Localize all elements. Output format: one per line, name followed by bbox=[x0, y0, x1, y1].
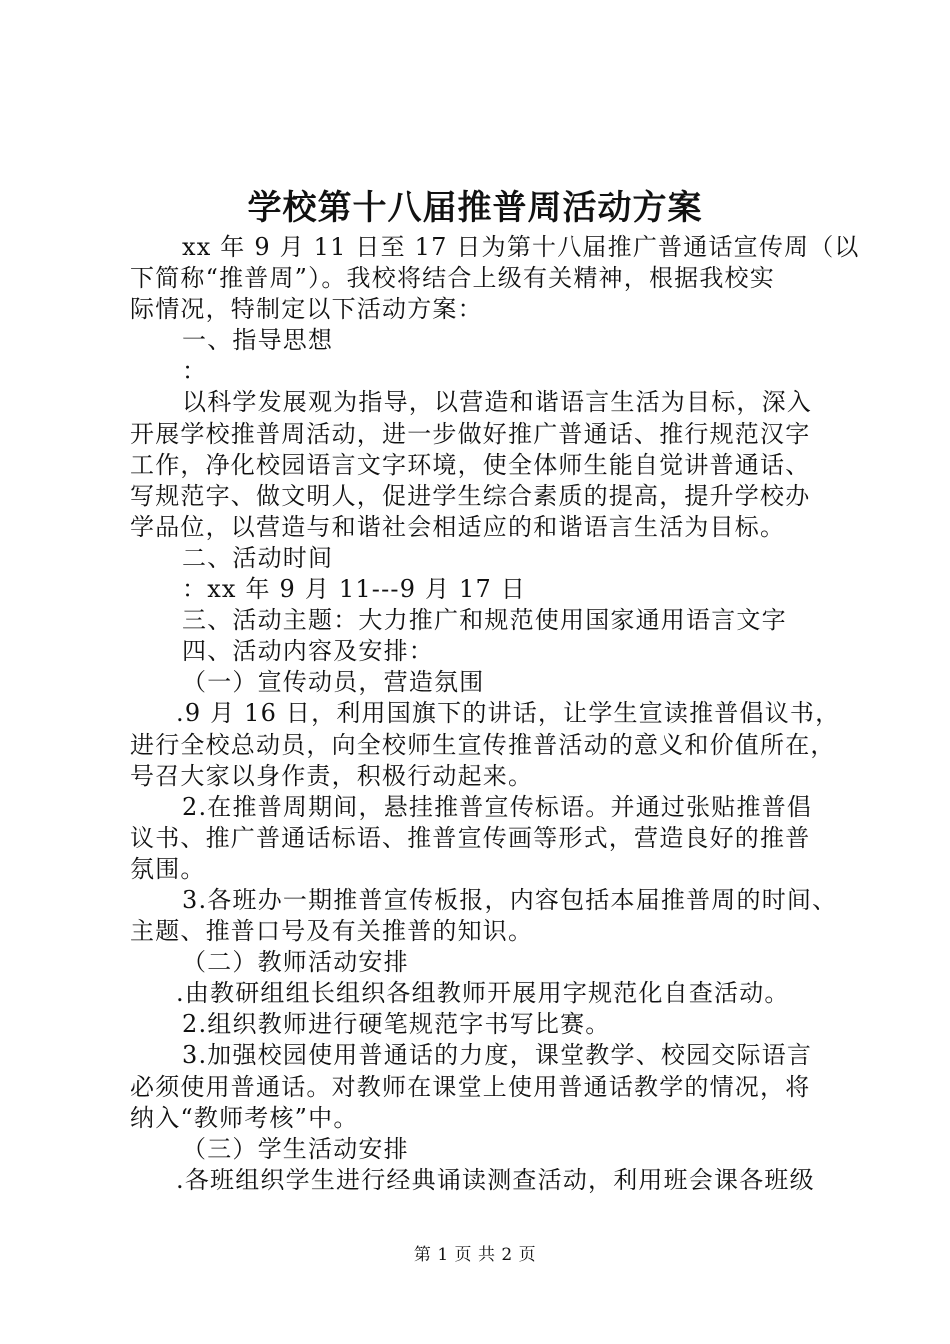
paragraph-line: ：xx 年 9 月 11---9 月 17 日 bbox=[182, 575, 527, 604]
paragraph-line: xx 年 9 月 11 日至 17 日为第十八届推广普通话宣传周（以 bbox=[182, 233, 860, 261]
paragraph-line: 氛围。 bbox=[130, 854, 206, 883]
paragraph-line: ： bbox=[182, 357, 208, 386]
document-body bbox=[130, 232, 860, 1196]
paragraph-line: .各班组织学生进行经典诵读测查活动，利用班会课各班级 bbox=[176, 1165, 815, 1194]
paragraph-line: 主题、推普口号及有关推普的知识。 bbox=[130, 917, 534, 946]
paragraph-line: 下简称“推普周”）。我校将结合上级有关精神，根据我校实 bbox=[130, 264, 775, 293]
section-heading: 一、指导思想 bbox=[182, 326, 334, 355]
paragraph-line: 际情况，特制定以下活动方案： bbox=[130, 295, 483, 324]
paragraph-line: 2.组织教师进行硬笔规范字书写比赛。 bbox=[182, 1010, 611, 1039]
paragraph-line: 以科学发展观为指导，以营造和谐语言生活为目标，深入 bbox=[182, 388, 812, 417]
paragraph-line: 议书、推广普通话标语、推普宣传画等形式，营造良好的推普 bbox=[130, 823, 811, 852]
paragraph-line: .由教研组组长组织各组教师开展用字规范化自查活动。 bbox=[176, 979, 790, 1008]
section-heading: 三、活动主题：大力推广和规范使用国家通用语言文字 bbox=[182, 606, 787, 635]
subsection-heading: （二）教师活动安排 bbox=[182, 948, 409, 977]
paragraph-line: 进行全校总动员，向全校师生宣传推普活动的意义和价值所在， bbox=[130, 730, 836, 759]
paragraph-line: 开展学校推普周活动，进一步做好推广普通话、推行规范汉字 bbox=[130, 419, 811, 448]
paragraph-line: .9 月 16 日，利用国旗下的讲话，让学生宣读推普倡议书， bbox=[176, 699, 841, 728]
subsection-heading: （一）宣传动员，营造氛围 bbox=[182, 668, 485, 697]
paragraph-line: 号召大家以身作责，积极行动起来。 bbox=[130, 761, 534, 790]
page-number-footer: 第 1 页 共 2 页 bbox=[413, 1245, 537, 1265]
paragraph-line: 工作，净化校园语言文字环境，使全体师生能自觉讲普通话、 bbox=[130, 450, 811, 479]
paragraph-line: 纳入“教师考核”中。 bbox=[130, 1103, 359, 1132]
paragraph-line: 写规范字、做文明人，促进学生综合素质的提高，提升学校办 bbox=[130, 481, 811, 510]
paragraph-line: 学品位，以营造与和谐社会相适应的和谐语言生活为目标。 bbox=[130, 512, 786, 541]
subsection-heading: （三）学生活动安排 bbox=[182, 1134, 409, 1163]
paragraph-line: 3.加强校园使用普通话的力度，课堂教学、校园交际语言 bbox=[182, 1041, 813, 1070]
section-heading: 四、活动内容及安排： bbox=[182, 637, 434, 666]
paragraph-line: 必须使用普通话。对教师在课堂上使用普通话教学的情况，将 bbox=[130, 1072, 811, 1101]
document-title: 学校第十八届推普周活动方案 bbox=[247, 188, 703, 228]
paragraph-line: 2.在推普周期间，悬挂推普宣传标语。并通过张贴推普倡 bbox=[182, 792, 813, 821]
paragraph-line: 3.各班办一期推普宣传板报，内容包括本届推普周的时间、 bbox=[182, 885, 838, 914]
section-heading: 二、活动时间 bbox=[182, 543, 334, 572]
